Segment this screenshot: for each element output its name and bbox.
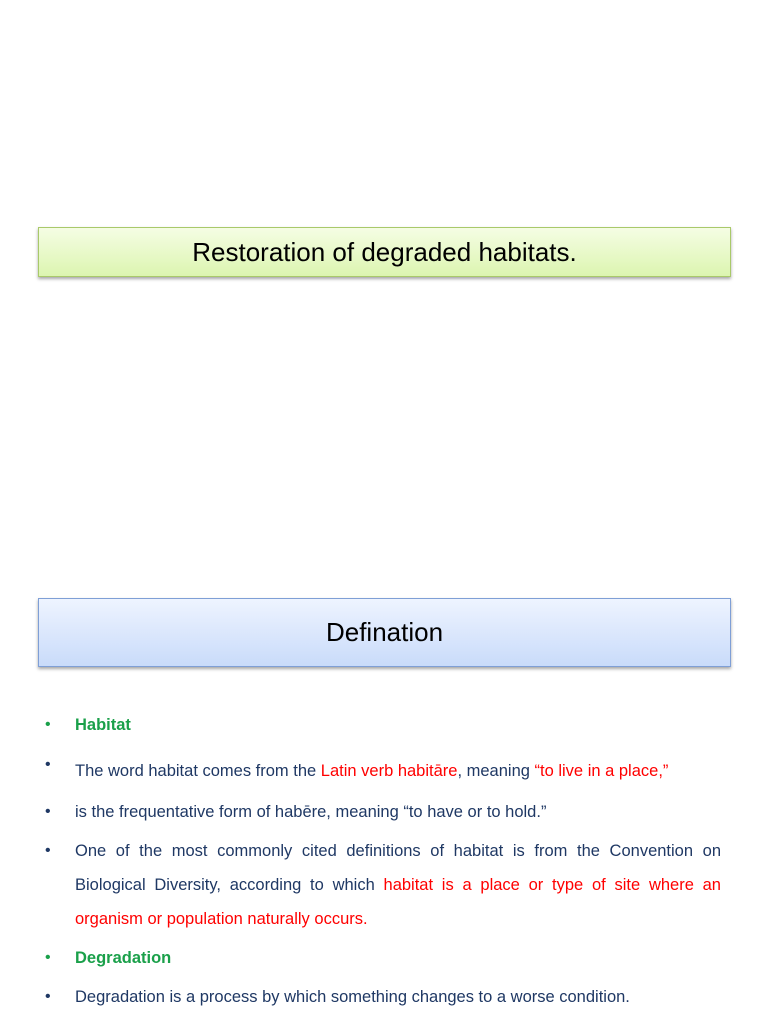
bullet-dot: • bbox=[45, 949, 51, 966]
bullet-dot: • bbox=[45, 756, 51, 773]
bullet-dot: • bbox=[45, 842, 51, 859]
bullet-dot: • bbox=[45, 803, 51, 820]
bullet-etymology bbox=[75, 762, 721, 781]
text: , meaning bbox=[457, 762, 535, 780]
text: One of the most commonly cited definitions of habitat is from the Convention on Biological Diversity, according to which bbox=[75, 842, 721, 894]
bullet-frequentative: is the frequentative form of habēre, meaning “to have or to hold.” bbox=[75, 803, 547, 821]
text-red: “to live in a place,” bbox=[534, 762, 669, 780]
slide-title-text: Restoration of degraded habitats. bbox=[192, 236, 577, 267]
bullet-dot: • bbox=[45, 988, 51, 1005]
text-red: Latin verb habitāre bbox=[320, 762, 458, 780]
definition-heading: Defination bbox=[325, 617, 444, 647]
text-red: habitat is a place or type of site where an organism or population naturally occurs. bbox=[75, 876, 721, 928]
bullet-dot: • bbox=[45, 716, 51, 733]
bullet-definition bbox=[75, 834, 721, 936]
bullet-degradation-definition: Degradation is a process by which something changes to a worse condition. bbox=[75, 988, 630, 1006]
text: The word habitat comes from the bbox=[75, 762, 321, 780]
bullet-habitat-heading: Habitat bbox=[75, 716, 131, 734]
bullet-degradation-heading: Degradation bbox=[75, 949, 172, 967]
